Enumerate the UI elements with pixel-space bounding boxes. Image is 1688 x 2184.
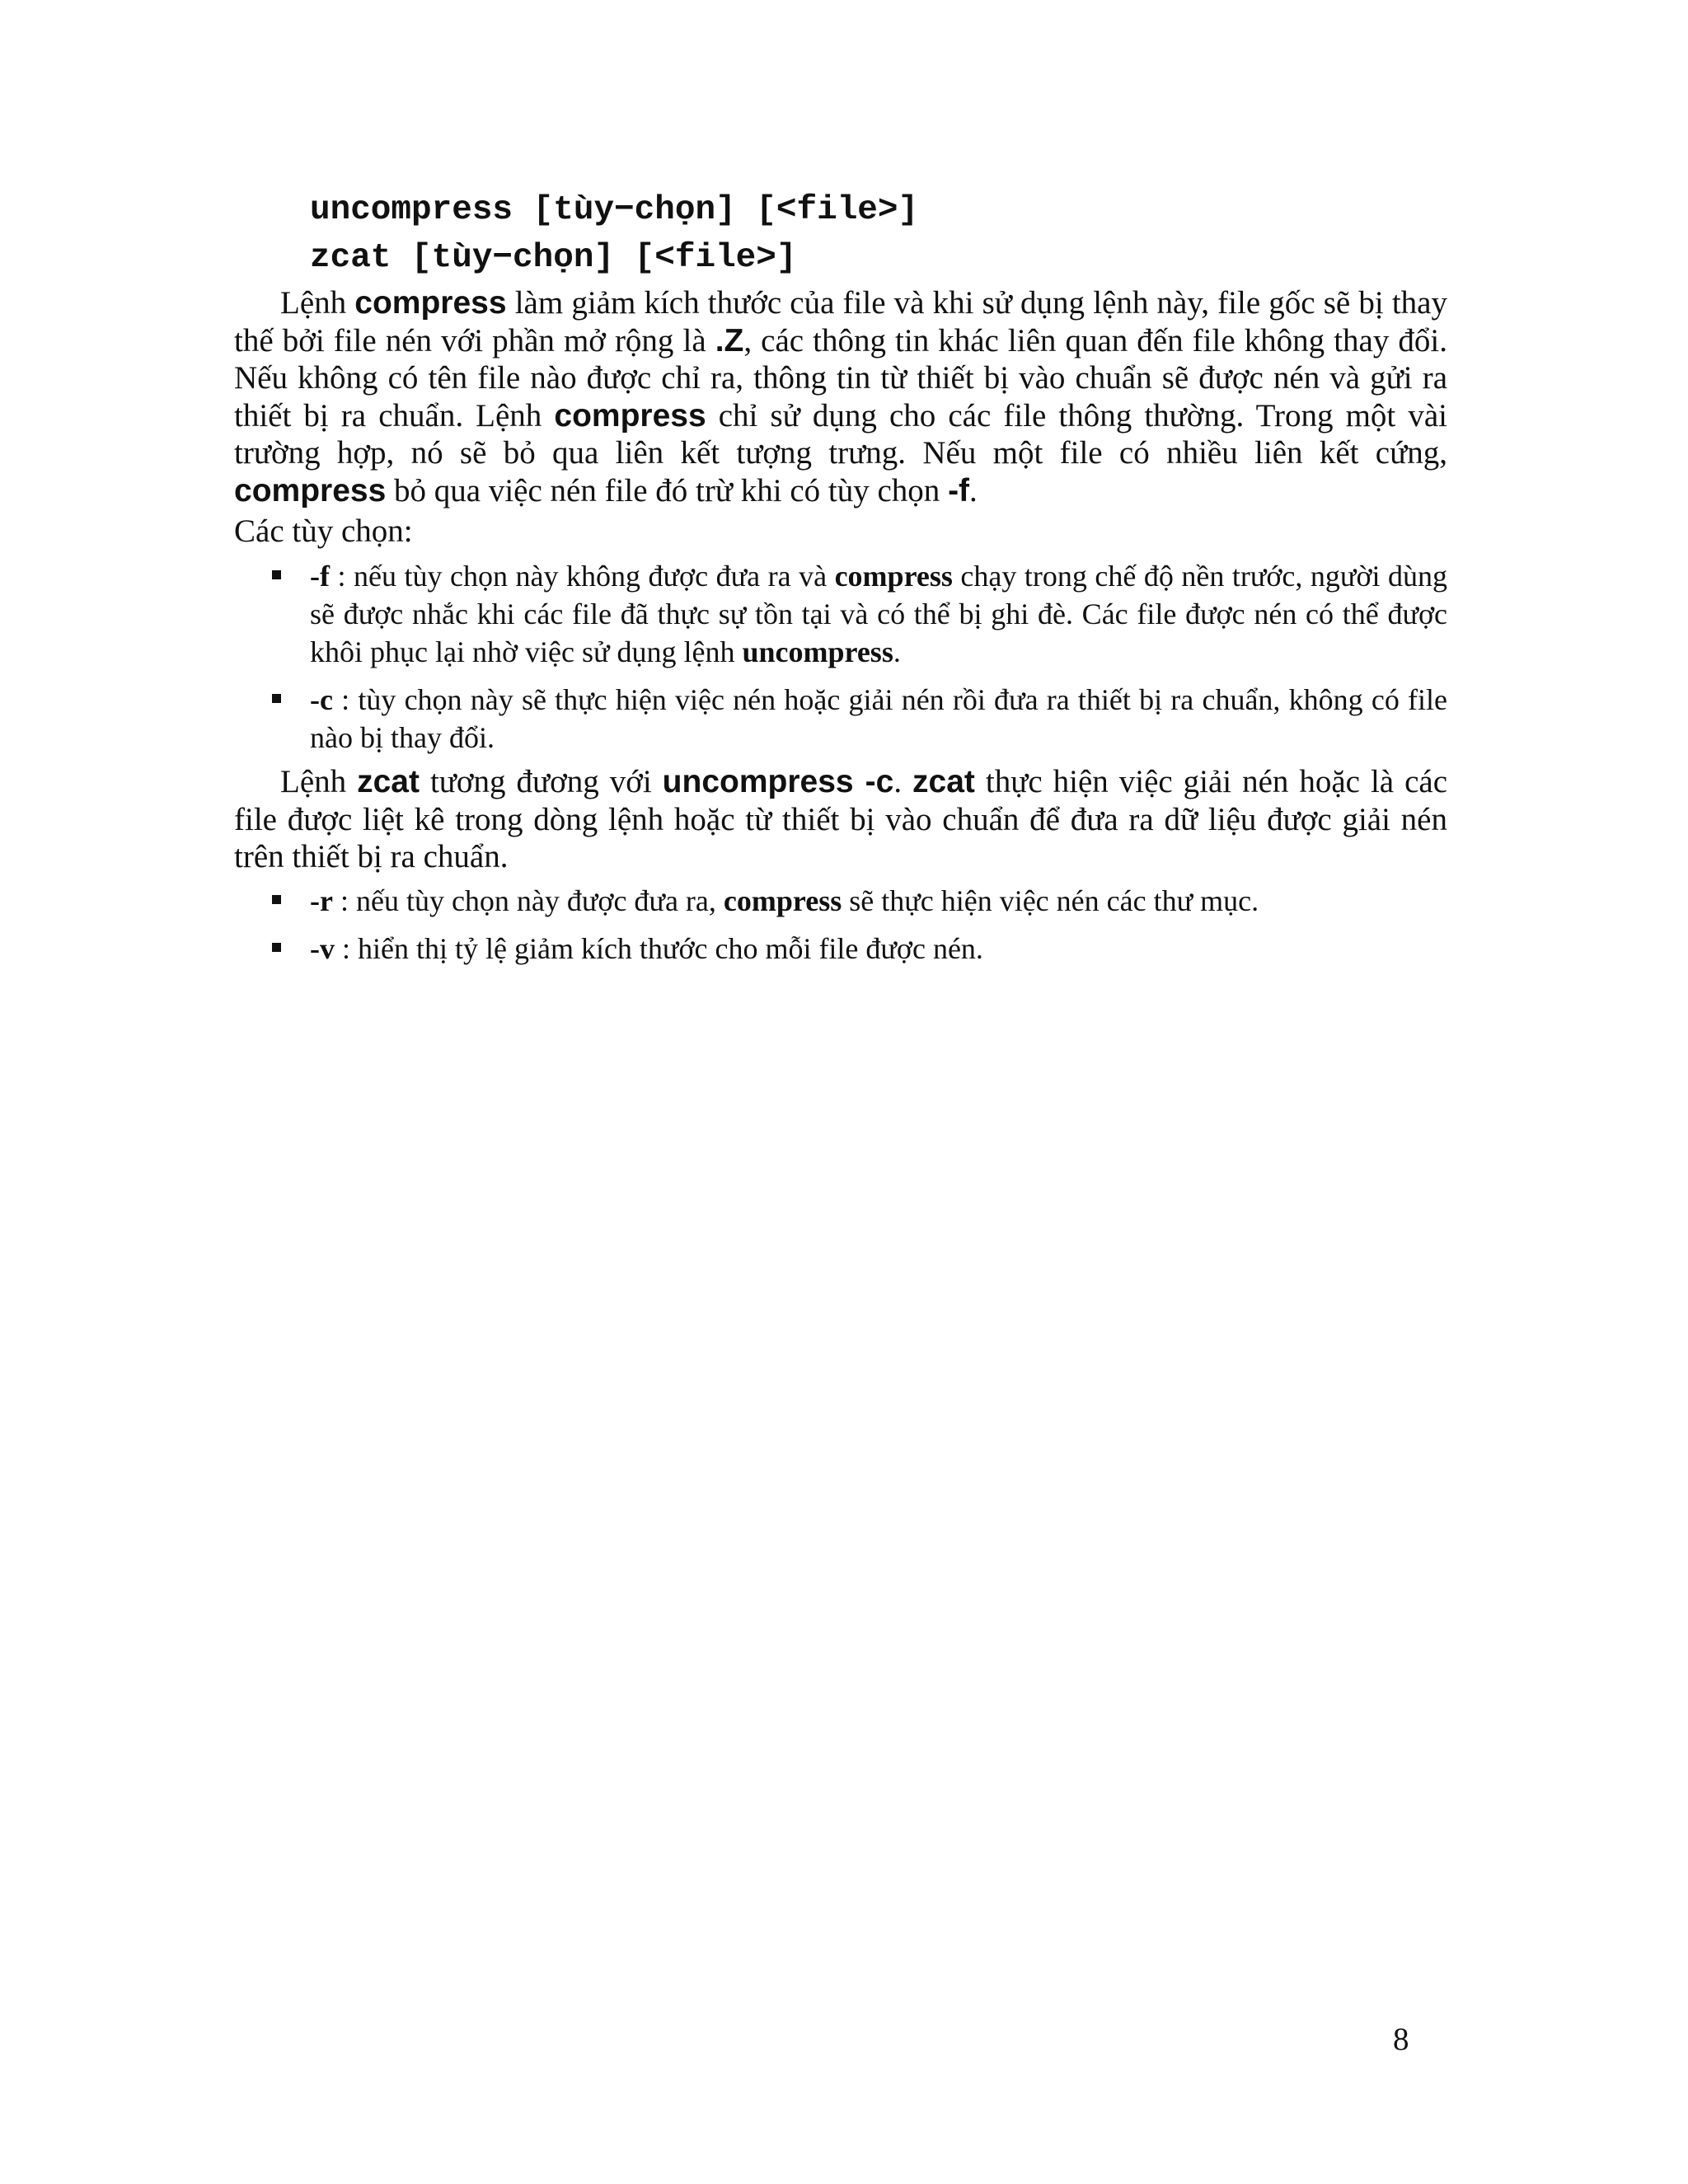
text-span: , các thông tin khác liên quan đến file không thay đổi. Nếu không có tên file nào được chỉ ra, thông tin từ thiết bị vào chuẩn sẽ được nén và gửi ra thiết bị ra chuẩn. Lệnh	[234, 322, 1447, 434]
text-span: sẽ thực hiện việc nén các thư mục.	[842, 884, 1259, 917]
list-item-option-v	[272, 930, 1447, 968]
command-compress: compress	[554, 397, 706, 434]
text-span: tương đương với	[419, 764, 663, 799]
paragraph-zcat-description	[234, 763, 1447, 876]
list-item-option-r	[272, 882, 1447, 920]
text-span: chỉ sử dụng cho các file thông thường. Trong một vài trường hợp, nó sẽ bỏ qua liên kết tượng trưng. Nếu một file có nhiều liên kết cứng,	[234, 397, 1448, 471]
text-span: : nếu tùy chọn này không được đưa ra và	[329, 560, 835, 593]
paragraph-compress-description	[234, 284, 1447, 509]
extension-z: .Z	[715, 322, 744, 359]
command-zcat: zcat	[357, 764, 420, 799]
text-span: bỏ qua việc nén file đó trừ khi có tùy chọn	[386, 472, 949, 509]
text-span: Lệnh	[280, 285, 355, 321]
text-span: .	[893, 764, 913, 799]
option-flag: -v	[310, 932, 335, 965]
text-span: : tùy chọn này sẽ thực hiện việc nén hoặc giải nén rồi đưa ra thiết bị ra chuẩn, không có file nào bị thay đổi.	[310, 683, 1447, 754]
option-f: -f	[948, 472, 970, 509]
command-uncompress-c: uncompress -c	[662, 764, 894, 799]
option-flag: -c	[310, 683, 333, 716]
syntax-line-zcat: zcat [tùy−chọn] [<file>]	[310, 239, 797, 277]
text-span: : nếu tùy chọn này được đưa ra,	[332, 884, 724, 917]
text-span: thực hiện việc giải nén hoặc là các file được liệt kê trong dòng lệnh hoặc từ thiết bị vào chuẩn để đưa ra dữ liệu được giải nén trên thiết bị ra chuẩn.	[234, 764, 1448, 874]
bullet-square-icon	[272, 570, 281, 579]
page-number: 8	[1393, 2022, 1409, 2057]
list-item-option-c	[272, 681, 1447, 757]
command-uncompress: uncompress	[742, 635, 893, 668]
command-compress: compress	[834, 560, 953, 593]
command-compress: compress	[723, 884, 842, 917]
options-heading: Các tùy chọn:	[234, 513, 413, 549]
option-flag: -r	[310, 884, 333, 917]
text-span: : hiển thị tỷ lệ giảm kích thước cho mỗi file được nén.	[335, 932, 983, 965]
command-zcat: zcat	[912, 764, 975, 799]
text-span: Lệnh	[280, 764, 358, 799]
bullet-square-icon	[272, 694, 281, 703]
syntax-line-uncompress: uncompress [tùy−chọn] [<file>]	[310, 191, 919, 229]
list-item-option-f	[272, 557, 1447, 671]
options-list-2	[272, 882, 1447, 977]
text-span: làm giảm kích thước của file và khi sử dụng lệnh này, file gốc sẽ bị thay thế bởi file nén với phần mở rộng là	[234, 285, 1447, 359]
text-span: .	[893, 635, 901, 668]
text-span: chạy trong chế độ nền trước, người dùng sẽ được nhắc khi các file đã thực sự tồn tại và có thể bị ghi đè. Các file được nén có thể được khôi phục lại nhờ việc sử dụng lệnh	[310, 560, 1447, 668]
bullet-square-icon	[272, 943, 281, 952]
bullet-square-icon	[272, 895, 281, 904]
option-flag: -f	[310, 560, 330, 593]
text-span: .	[969, 472, 978, 509]
command-compress: compress	[354, 285, 507, 321]
command-compress: compress	[234, 472, 387, 509]
options-list	[272, 557, 1447, 766]
